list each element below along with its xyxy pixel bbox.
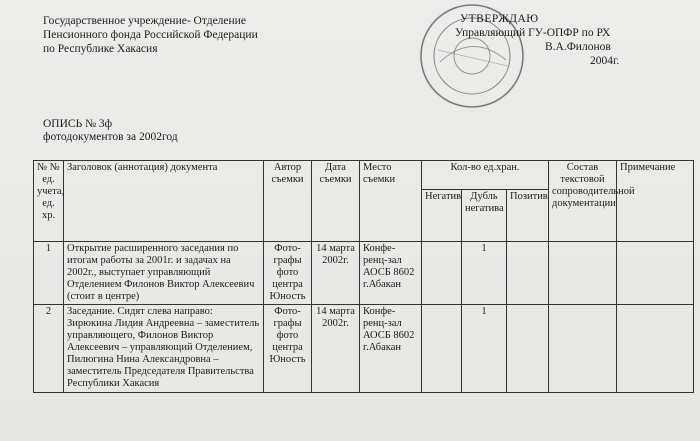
row-author: Фото-графы фото центра Юность <box>264 305 312 393</box>
row-note <box>617 242 694 305</box>
row-negative <box>422 242 462 305</box>
org-line-3: по Республике Хакасия <box>43 43 158 55</box>
org-line-2: Пенсионного фонда Российской Федерации <box>43 29 258 41</box>
row-composition <box>549 242 617 305</box>
row-date: 14 марта 2002г. <box>312 242 360 305</box>
row-title: Заседание. Сидят слева направо: Зирюкина Лидия Андреевна – заместитель управляющего, Филонов Виктор Алексеевич – управляющий Отделением, Пилюгина Нина Александровна – заместитель Председателя Правительства Республики Хакасия <box>64 305 264 393</box>
col-composition-header: Состав текстовой сопроводительной документации <box>549 161 617 242</box>
table-row <box>34 305 694 393</box>
row-negative <box>422 305 462 393</box>
row-positive <box>507 242 549 305</box>
approval-date: 2004г. <box>590 55 620 67</box>
row-date: 14 марта 2002г. <box>312 305 360 393</box>
col-place-header: Место съемки <box>360 161 422 242</box>
col-positive-header: Позитив <box>507 189 549 241</box>
organization-header <box>43 14 293 56</box>
row-duplicate: 1 <box>462 305 507 393</box>
approval-position: Управляющий ГУ-ОПФР по РХ <box>455 27 611 39</box>
row-number: 1 <box>34 242 64 305</box>
org-line-1: Государственное учреждение- Отделение <box>43 15 246 27</box>
col-note-header: Примечание <box>617 161 694 242</box>
inventory-table <box>33 160 694 393</box>
approval-signatory: В.А.Филонов <box>545 41 611 53</box>
row-author: Фото-графы фото центра Юность <box>264 242 312 305</box>
inventory-subject: фотодокументов за 2002год <box>43 131 178 143</box>
col-number-header: № № ед. учета, ед. хр. <box>34 161 64 242</box>
approval-title: УТВЕРЖДАЮ <box>460 13 539 25</box>
col-count-header: Кол-во ед.хран. <box>422 161 549 190</box>
col-duplicate-header: Дубль негатива <box>462 189 507 241</box>
row-positive <box>507 305 549 393</box>
row-number: 2 <box>34 305 64 393</box>
row-title: Открытие расширенного заседания по итогам работы за 2001г. и задачах на 2002г., выступает управляющий Отделением Филонов Виктор Алексеевич (стоит в центре) <box>64 242 264 305</box>
row-composition <box>549 305 617 393</box>
col-author-header: Автор съемки <box>264 161 312 242</box>
row-place: Конфе-ренц-зал АОСБ 8602 г.Абакан <box>360 242 422 305</box>
row-place: Конфе-ренц-зал АОСБ 8602 г.Абакан <box>360 305 422 393</box>
inventory-number: ОПИСЬ № 3ф <box>43 118 113 130</box>
approval-block <box>450 12 690 68</box>
col-date-header: Дата съемки <box>312 161 360 242</box>
row-duplicate: 1 <box>462 242 507 305</box>
table-row <box>34 242 694 305</box>
col-title-header: Заголовок (аннотация) документа <box>64 161 264 242</box>
col-negative-header: Негатив <box>422 189 462 241</box>
table-header-row <box>34 161 694 190</box>
inventory-heading <box>43 118 178 144</box>
row-note <box>617 305 694 393</box>
